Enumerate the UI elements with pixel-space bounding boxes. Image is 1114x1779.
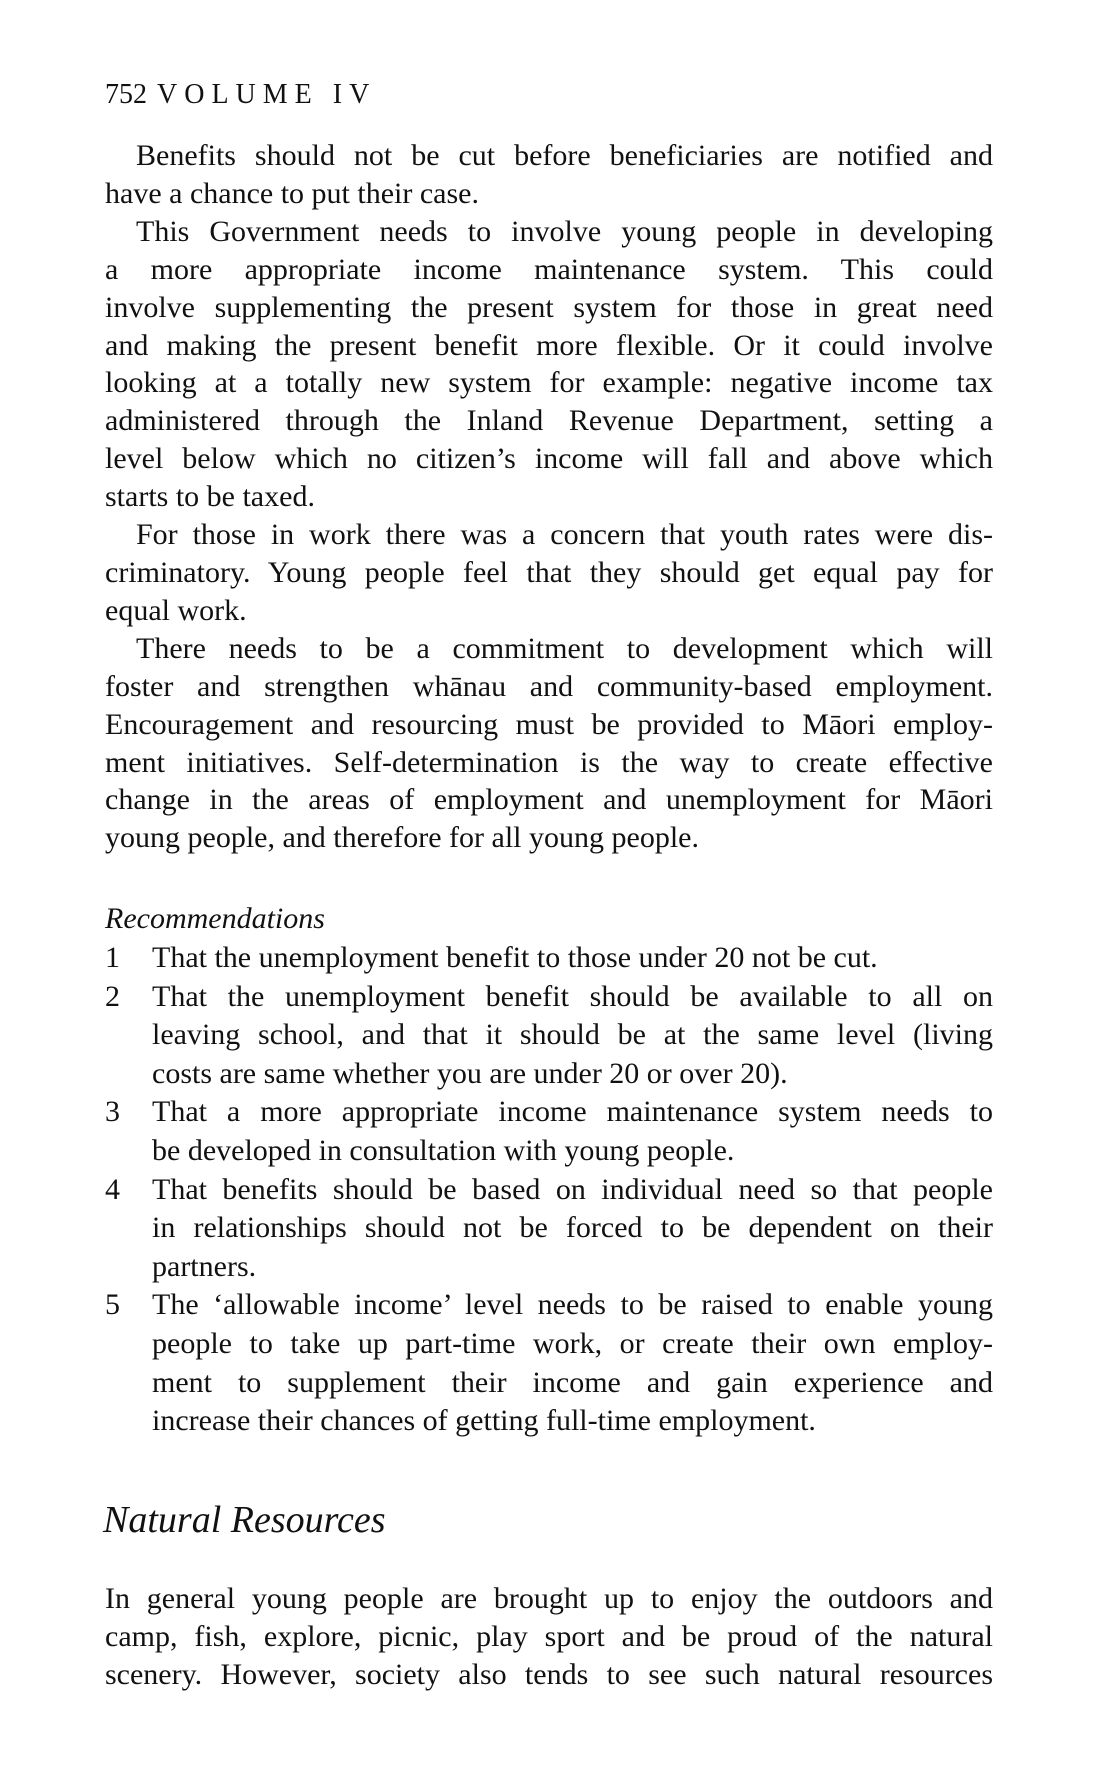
text-line: camp, fish, explore, picnic, play sport and be proud of the natural	[105, 1619, 993, 1653]
text-line: a more appropriate income maintenance system. This could	[105, 252, 993, 286]
text-line: level below which no citizen’s income will fall and above which	[105, 442, 993, 476]
recommendation-item	[105, 1286, 993, 1440]
recommendation-item	[105, 939, 993, 978]
section-heading: Natural Resources	[103, 1499, 386, 1541]
text-line: partners.	[152, 1249, 257, 1283]
paragraph	[105, 213, 993, 516]
text-line: This Government needs to involve young people in developing	[136, 214, 993, 248]
text-line: and making the present benefit more flexible. Or it could involve	[105, 328, 993, 362]
text-line: scenery. However, society also tends to see such natural resources	[105, 1657, 993, 1691]
page-number: 752	[105, 79, 147, 110]
text-line: in relationships should not be forced to be dependent on their	[152, 1211, 993, 1245]
running-header	[105, 76, 376, 114]
text-line: ment to supplement their income and gain experience and	[152, 1365, 993, 1399]
text-line: change in the areas of employment and unemployment for Māori	[105, 783, 993, 817]
paragraph	[105, 516, 993, 630]
text-line: For those in work there was a concern that youth rates were dis-	[136, 518, 993, 552]
recommendations-list	[105, 939, 993, 1441]
recommendations-heading: Recommendations	[105, 902, 325, 935]
text-line: looking at a totally new system for example: negative income tax	[105, 366, 993, 400]
recommendation-item	[105, 1171, 993, 1287]
body-text	[105, 137, 993, 857]
text-line: people to take up part-time work, or create their own employ-	[152, 1326, 993, 1360]
text-line: In general young people are brought up to enjoy the outdoors and	[105, 1582, 993, 1615]
text-line: leaving school, and that it should be at the same level (living	[152, 1018, 993, 1052]
volume-label: VOLUME IV	[157, 79, 377, 110]
text-line: That benefits should be based on individual need so that people	[152, 1172, 993, 1206]
text-line: be developed in consultation with young people.	[152, 1133, 735, 1167]
text-line: young people, and therefore for all young people.	[105, 821, 699, 855]
paragraph	[105, 630, 993, 857]
item-number: 5	[105, 1288, 120, 1322]
text-line: Benefits should not be cut before beneficiaries are notified and	[136, 139, 993, 172]
text-line: Encouragement and resourcing must be provided to Māori employ-	[105, 707, 993, 741]
text-line: That the unemployment benefit to those under 20 not be cut.	[152, 941, 878, 974]
text-line: ment initiatives. Self-determination is the way to create effective	[105, 745, 993, 779]
item-number: 1	[105, 941, 120, 974]
text-line: criminatory. Young people feel that they should get equal pay for	[105, 555, 993, 589]
text-line: foster and strengthen whānau and community-based employment.	[105, 669, 993, 703]
section-paragraph	[105, 1580, 993, 1694]
text-line: That the unemployment benefit should be available to all on	[152, 979, 993, 1013]
text-line: starts to be taxed.	[105, 480, 315, 514]
item-number: 4	[105, 1172, 120, 1206]
text-line: The ‘allowable income’ level needs to be raised to enable young	[152, 1288, 993, 1322]
recommendation-item	[105, 1093, 993, 1170]
text-line: That a more appropriate income maintenance system needs to	[152, 1095, 993, 1129]
text-line: increase their chances of getting full-time employment.	[152, 1404, 816, 1438]
text-line: have a chance to put their case.	[105, 176, 479, 210]
text-line: equal work.	[105, 593, 247, 627]
text-line: involve supplementing the present system for those in great need	[105, 290, 993, 324]
recommendation-item	[105, 978, 993, 1094]
text-line: administered through the Inland Revenue Department, setting a	[105, 404, 993, 438]
item-number: 3	[105, 1095, 120, 1129]
item-number: 2	[105, 979, 120, 1013]
text-line: There needs to be a commitment to development which will	[136, 631, 993, 665]
text-line: costs are same whether you are under 20 or over 20).	[152, 1056, 788, 1090]
paragraph	[105, 137, 993, 213]
